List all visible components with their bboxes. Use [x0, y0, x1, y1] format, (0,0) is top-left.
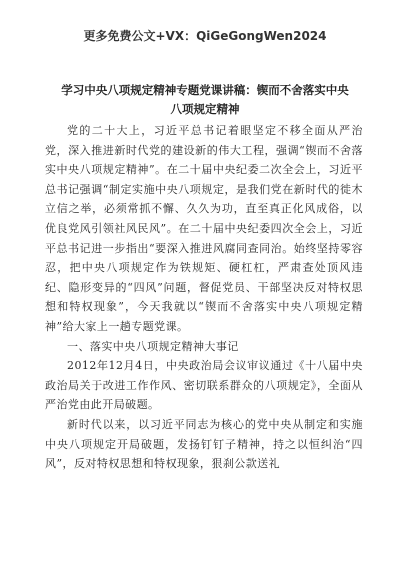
paragraph-2012: 2012年12月4日，中央政治局会议审议通过《十八届中央政治局关于改进工作作风、密切联系群众的八项规定》，全面从严治党由此开局破题。: [45, 359, 363, 412]
document-title-line-2: 八项规定精神: [170, 102, 240, 116]
document-title-line-1: 学习中央八项规定精神专题党课讲稿：锲而不舍落实中央: [61, 83, 349, 97]
paragraph-new-era: 新时代以来，以习近平同志为核心的党中央从制定和实施中央八项规定开局破题，发扬钉钉子精神，持之以恒纠治“四风”，反对特权思想和特权现象，狠刹公款送礼: [45, 417, 363, 471]
document-body: [45, 121, 363, 474]
section-heading: 一、落实中央八项规定精神大事记: [67, 339, 239, 353]
page-header: 更多免费公文+VX：QiGeGongWen2024: [83, 29, 327, 43]
paragraph-intro: 党的二十大上，习近平总书记着眼坚定不移全面从严治党，深入推进新时代党的建设新的伟大工程，强调“锲而不舍落实中央八项规定精神”。在二十届中央纪委二次全会上，习近平总书记强调“制定实施中央八项规定，是我们党在新时代的徙木立信之举，必须常抓不懈、久久为功，直至真正化风成俗，以优良党风引领社风民风”。在二十届中央纪委四次全会上，习近平总书记进一步指出“要深入推进风腐同查同治。始终坚持零容忍，把中央八项规定作为铁规矩、硬杠杠，严肃查处顶风违纪、隐形变异的“四风”问题，督促党员、干部坚决反对特权思想和特权现象”，今天我就以“锲而不舍落实中央八项规定精神”给大家上一趟专题党课。: [45, 124, 363, 333]
